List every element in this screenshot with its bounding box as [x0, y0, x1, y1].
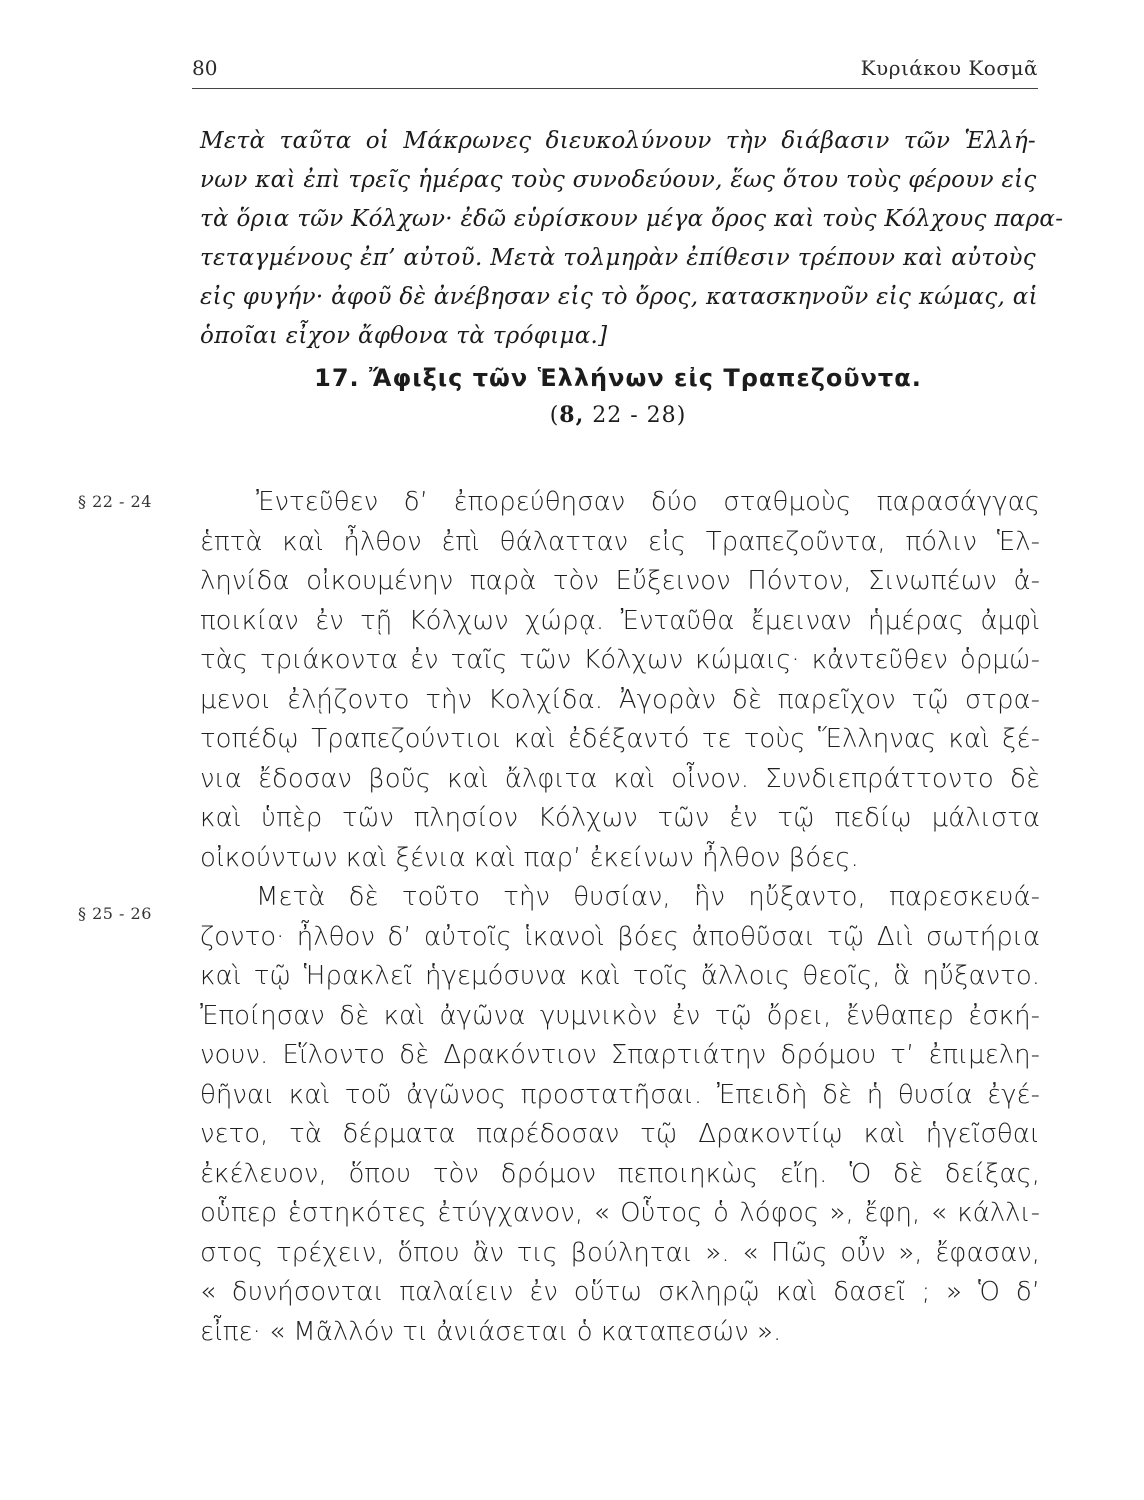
page-number: 80	[192, 56, 218, 80]
text-line: Ἐποίησαν δὲ καὶ ἀγῶνα γυμνικὸν ἐν τῷ ὄρει, ἔνθαπερ ἐσκή-	[200, 1000, 1040, 1031]
chapter-reference: (8, 22 - 28)	[549, 402, 687, 428]
running-title: Κυριάκου Κοσμᾶ	[860, 56, 1038, 80]
text-line: θῆναι καὶ τοῦ ἀγῶνος προστατῆσαι. Ἐπειδὴ δὲ ἡ θυσία ἐγέ-	[200, 1079, 1040, 1110]
text-line: εἶπε· « Μᾶλλόν τι ἀνιάσεται ὁ καταπεσών ».	[200, 1316, 782, 1347]
summary-line: τὰ ὅρια τῶν Κόλχων· ἐδῶ εὑρίσκουν μέγα ὄρος καὶ τοὺς Κόλχους παρα-	[200, 206, 1064, 232]
text-line: νετο, τὰ δέρματα παρέδοσαν τῷ Δρακοντίῳ καὶ ἡγεῖσθαι	[200, 1119, 1040, 1149]
text-line: στος τρέχειν, ὅπου ἂν τις βούληται ». « Πῶς οὖν », ἔφασαν,	[200, 1237, 1040, 1268]
margin-note: § 25 - 26	[78, 904, 152, 923]
text-line: Μετὰ δὲ τοῦτο τὴν θυσίαν, ἣν ηὔξαντο, παρεσκευά-	[256, 882, 1040, 912]
text-line: νουν. Εἵλοντο δὲ Δρακόντιον Σπαρτιάτην δρόμου τ’ ἐπιμελη-	[200, 1040, 1040, 1070]
text-line: ἑπτὰ καὶ ἦλθον ἐπὶ θάλατταν εἰς Τραπεζοῦντα, πόλιν Ἑλ-	[200, 526, 1040, 557]
chapter-ref-book: 8,	[559, 402, 585, 428]
summary-line: Μετὰ ταῦτα οἱ Μάκρωνες διευκολύνουν τὴν διάβασιν τῶν Ἑλλή-	[200, 128, 1036, 154]
summary-line: νων καὶ ἐπὶ τρεῖς ἡμέρας τοὺς συνοδεύουν, ἕως ὅτου τοὺς φέρουν εἰς	[200, 167, 1037, 193]
chapter-heading: 17. Ἄφιξις τῶν Ἑλλήνων εἰς Τραπεζοῦντα.	[314, 364, 922, 392]
text-line: τὰς τριάκοντα ἐν ταῖς τῶν Κόλχων κώμαις· κἀντεῦθεν ὁρμώ-	[200, 645, 1040, 675]
text-line: ποικίαν ἐν τῇ Κόλχων χώρᾳ. Ἐνταῦθα ἔμειναν ἡμέρας ἀμφὶ	[200, 605, 1040, 636]
text-line: μενοι ἐλῄζοντο τὴν Κολχίδα. Ἀγορὰν δὲ παρεῖχον τῷ στρα-	[200, 684, 1040, 715]
text-line: ζοντο· ἦλθον δ’ αὐτοῖς ἱκανοὶ βόες ἀποθῦσαι τῷ Διὶ σωτήρια	[200, 921, 1040, 952]
summary-line: ὁποῖαι εἶχον ἄφθονα τὰ τρόφιμα.]	[200, 323, 608, 349]
text-line: « δυνήσονται παλαίειν ἐν οὕτω σκληρῷ καὶ δασεῖ ; » Ὁ δ’	[200, 1277, 1040, 1307]
text-line: Ἐντεῦθεν δ’ ἐπορεύθησαν δύο σταθμοὺς παρασάγγας	[256, 487, 1040, 517]
greek-text-body	[200, 483, 1040, 1352]
header-rule	[192, 88, 1038, 89]
text-line: καὶ τῷ Ἡρακλεῖ ἡγεμόσυνα καὶ τοῖς ἄλλοις θεοῖς, ἃ ηὔξαντο.	[200, 961, 1040, 991]
margin-note: § 22 - 24	[78, 492, 152, 511]
italic-summary	[200, 122, 1064, 356]
summary-line: εἰς φυγήν· ἀφοῦ δὲ ἀνέβησαν εἰς τὸ ὄρος, κατασκηνοῦν εἰς κώμας, αἱ	[200, 284, 1038, 310]
text-line: καὶ ὑπὲρ τῶν πλησίον Κόλχων τῶν ἐν τῷ πεδίῳ μάλιστα	[200, 803, 1040, 833]
running-head	[192, 56, 1038, 86]
text-line: τοπέδῳ Τραπεζούντιοι καὶ ἐδέξαντό τε τοὺς Ἕλληνας καὶ ξέ-	[200, 724, 1040, 754]
chapter-ref-range: 22 - 28	[592, 403, 677, 428]
summary-line: τεταγμένους ἐπ’ αὐτοῦ. Μετὰ τολμηρὰν ἐπίθεσιν τρέπουν καὶ αὐτοὺς	[200, 245, 1036, 271]
text-line: οὗπερ ἑστηκότες ἐτύγχανον, « Οὗτος ὁ λόφος », ἔφη, « κάλλι-	[200, 1198, 1040, 1228]
text-line: ἐκέλευον, ὅπου τὸν δρόμον πεποιηκὼς εἴη. Ὁ δὲ δείξας,	[200, 1158, 1040, 1189]
text-line: νια ἔδοσαν βοῦς καὶ ἄλφιτα καὶ οἶνον. Συνδιεπράττοντο δὲ	[200, 763, 1040, 794]
text-line: ληνίδα οἰκουμένην παρὰ τὸν Εὔξεινον Πόντον, Σινωπέων ἀ-	[200, 566, 1040, 596]
text-line: οἰκούντων καὶ ξένια καὶ παρ’ ἐκείνων ἦλθον βόες.	[200, 842, 859, 873]
